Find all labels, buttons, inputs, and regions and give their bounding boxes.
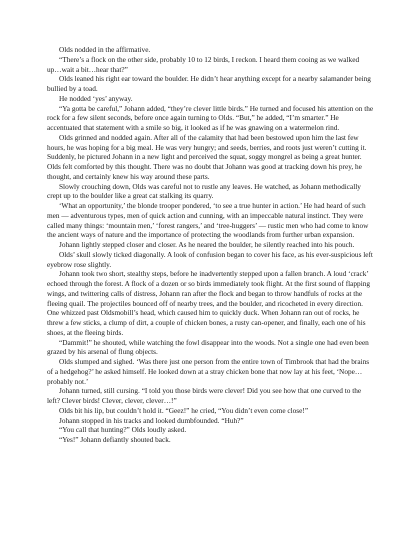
- paragraph: Olds’ skull slowly ticked diagonally. A look of confusion began to cover his face, as his ever-suspicious left eyebrow rose slightly.: [47, 249, 373, 269]
- paragraph: Johann took two short, stealthy steps, before he inadvertently stepped upon a fallen branch. A loud ‘crack’ echoed through the forest. A flock of a dozen or so birds immediately took flight. At the first sound of flapping wings, and twittering calls of distress, Johann ran after the flock and began to throw handfuls of rocks at the fleeing quail. The projectiles bounced off of nearby trees, and the boulder, and ricocheted in every direction. One whizzed past Oldsmobill’s head, which caused him to quickly duck. When Johann ran out of rocks, he threw a few sticks, a clump of dirt, a couple of chicken bones, a rusty can-opener, and finally, each one of his shoes, at the fleeing birds.: [47, 269, 371, 337]
- document-page: [47, 45, 374, 445]
- paragraph: “Ya gotta be careful,” Johann added, “they’re clever little birds.” He turned and focused his attention on the rock for a few silent seconds, before once again turning to Olds. “But,” he added, “I’m smarter.” He accentuated that statement with a smile so big, it looked as if he was gnawing on a watermelon rind.: [47, 103, 374, 132]
- paragraph: Johann turned, still cursing. “I told you those birds were clever! Did you see how that one curved to the left? Clever birds! Clever, clever, clever…!”: [47, 386, 362, 405]
- paragraph: Olds bit his lip, but couldn’t hold it. “Geez!” he cried, “You didn’t even come close!”: [59, 405, 309, 415]
- paragraph: He nodded ‘yes’ anyway.: [59, 93, 133, 103]
- paragraph: ‘What an opportunity,’ the blonde trooper pondered, ‘to see a true hunter in action.’ He had heard of such men — adventurous types, men of quick action and cunning, with an impeccable natural instinct. They were called many things: ‘mountain men,’ ‘forest rangers,’ and ‘tree-huggers’ — rustic men who had come to know the ancient ways of nature and the importance of protecting the woodlands from further urban expansion.: [47, 201, 369, 240]
- paragraph: “Yes!” Johann defiantly shouted back.: [59, 435, 171, 444]
- paragraph: Olds nodded in the affirmative.: [59, 45, 151, 54]
- paragraph: “There’s a flock on the other side, probably 10 to 12 birds, I reckon. I heard them cooing as we walked up…wait a bit…hear that?”: [47, 54, 360, 74]
- paragraph: Johann lightly stepped closer and closer. As he neared the boulder, he silently reached into his pouch.: [59, 240, 355, 249]
- paragraph: Olds grinned and nodded again. After all of the calamity that had been bestowed upon him the last few hours, he was hoping for a big meal. He was very hungry; and seeds, berries, and roots just weren’t cutting it. Suddenly, he pictured Johann in a new light and perceived the squat, soggy mongrel as being a great hunter. Olds felt comforted by this thought. There was no doubt that Johann was good at tracking down his prey, he thought, and certainly knew his way around these parts.: [47, 132, 367, 181]
- paragraph: Olds slumped and sighed. ‘Was there just one person from the entire town of Timbrook that had the brains of a hedgehog?’ he asked himself. He looked down at a stray chicken bone that now lay at his feet, ‘Nope…probably not.’: [47, 357, 370, 386]
- paragraph: Slowly crouching down, Olds was careful not to rustle any leaves. He watched, as Johann methodically crept up to the boulder like a great cat stalking its quarry.: [47, 181, 361, 201]
- paragraph: Olds leaned his right ear toward the boulder. He didn’t hear anything except for a nearby salamander being bullied by a toad.: [47, 74, 371, 93]
- paragraph: “Dammit!” he shouted, while watching the fowl disappear into the woods. Not a single one had even been grazed by his arsenal of flung objects.: [47, 337, 369, 357]
- paragraph: “You call that hunting?” Olds loudly asked.: [59, 425, 187, 435]
- paragraph: Johann stopped in his tracks and looked dumbfounded. “Huh?”: [59, 415, 244, 425]
